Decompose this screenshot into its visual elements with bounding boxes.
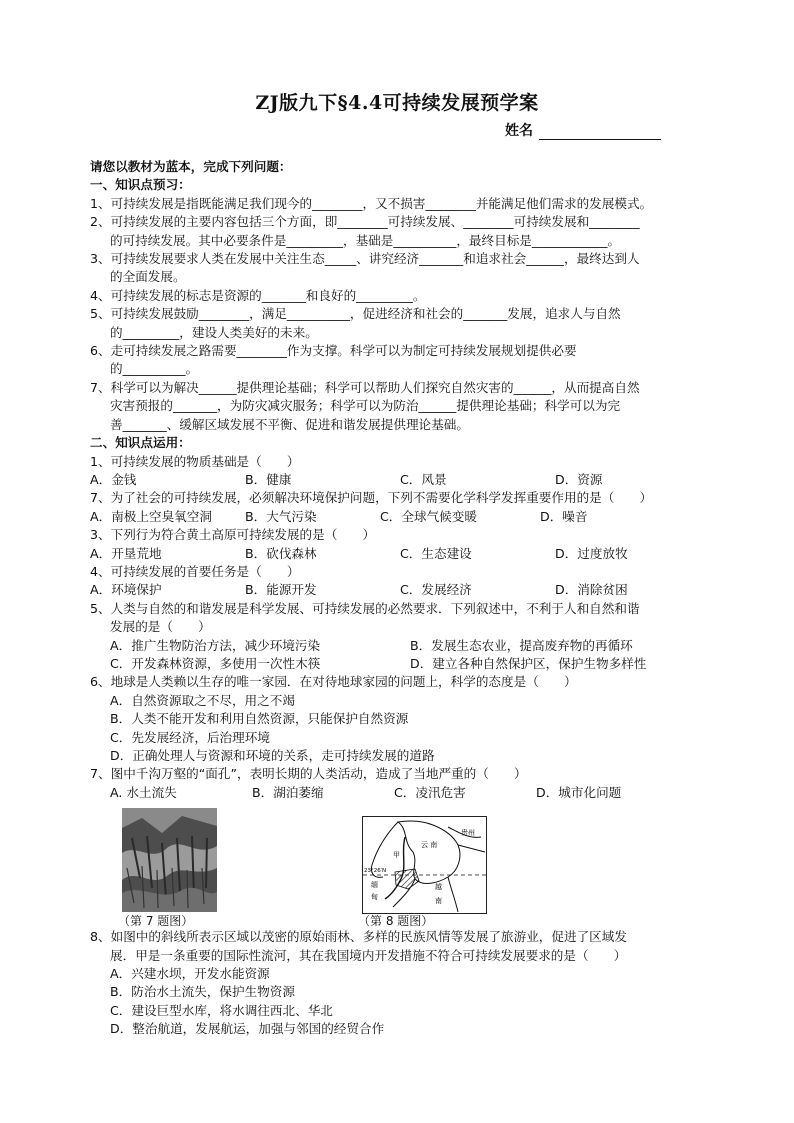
option[interactable]: A．南极上空臭氧空洞 <box>90 508 212 524</box>
gully-photo <box>122 808 217 912</box>
figure-8-caption: （第 8 题图） <box>358 914 434 929</box>
option[interactable]: C．风景 <box>400 471 447 487</box>
option[interactable]: C．凌汛危害 <box>394 784 466 800</box>
option[interactable]: D．噪音 <box>540 508 588 524</box>
option[interactable]: A. 水土流失 <box>110 784 177 800</box>
figures-row <box>90 802 710 928</box>
question-6-stem: 6、地球是人类赖以生存的唯一家园．在对待地球家园的问题上，科学的态度是（ ） <box>90 674 577 690</box>
preview-line: 的全面发展。 <box>110 269 186 285</box>
question-2-options <box>90 508 710 526</box>
preview-line: 善_______、缓解区域发展不平衡、促进和谐发展提供理论基础。 <box>110 416 469 432</box>
name-label: 姓名 <box>505 123 533 139</box>
worksheet-body <box>90 158 710 1039</box>
option[interactable]: C．建设巨型水库，将水调往西北、华北 <box>110 1002 333 1018</box>
question-5-stem: 5、人类与自然的和谐发展是科学发展、可持续发展的必然要求．下列叙述中，不利于人和自然和谐 <box>90 600 640 616</box>
question-7-options <box>90 784 710 802</box>
question-1-stem: 1、可持续发展的物质基础是（ ） <box>90 453 300 469</box>
option[interactable]: D．过度放牧 <box>555 545 628 561</box>
preview-line: 4、可持续发展的标志是资源的_______和良好的_________。 <box>90 287 426 303</box>
option[interactable]: D．整治航道，发展航运，加强与邻国的经贸合作 <box>110 1021 385 1037</box>
preview-line: 5、可持续发展鼓励________，满足__________，促进经济和社会的_______发展，追求人与自然 <box>90 306 621 322</box>
option[interactable]: A．开垦荒地 <box>90 545 162 561</box>
option[interactable]: B．人类不能开发和利用自然资源，只能保护自然资源 <box>110 711 409 727</box>
question-8-stem: 8、如图中的斜线所表示区域以茂密的原始雨林、多样的民族风情等发展了旅游业，促进了区域发 <box>90 929 627 945</box>
map-label-latitude: 23°26′N <box>364 868 387 875</box>
option[interactable]: D．正确处理人与资源和环境的关系，走可持续发展的道路 <box>110 748 435 763</box>
option[interactable]: B．发展生态农业，提高废弃物的再循环 <box>410 637 633 653</box>
map-label-dian: 甸 <box>371 893 378 902</box>
section-preview-heading: 一、知识点预习： <box>90 177 191 193</box>
option[interactable]: B．健康 <box>245 471 292 487</box>
option[interactable]: A．自然资源取之不尽，用之不竭 <box>110 692 295 708</box>
option[interactable]: A．兴建水坝，开发水能资源 <box>110 966 270 982</box>
option[interactable]: B．防治水土流失，保护生物资源 <box>110 984 295 1000</box>
option[interactable]: C．生态建设 <box>400 545 472 561</box>
section-practice-heading: 二、知识点运用： <box>90 435 191 451</box>
preview-line: 3、可持续发展要求人类在发展中关注生态_____、讲究经济_______和追求社会______，最终达到人 <box>90 251 640 267</box>
question-5-stem-cont: 发展的是（ ） <box>110 619 211 635</box>
option[interactable]: D．城市化问题 <box>536 784 622 800</box>
preview-line: 的可持续发展。其中必要条件是_________，基础是__________，最终目标是____________。 <box>110 232 621 248</box>
map-label-yunnan: 云 南 <box>421 841 438 850</box>
option[interactable]: B．大气污染 <box>245 508 317 524</box>
question-5-options <box>90 655 710 673</box>
question-1-options <box>90 471 710 489</box>
page-title: ZJ版九下§4.4可持续发展预学案 <box>255 92 539 114</box>
option[interactable]: A．环境保护 <box>90 582 162 598</box>
preview-line: 1、可持续发展是指既能满足我们现今的________，又不损害________并能满足他们需求的发展模式。 <box>90 195 653 211</box>
question-7-stem: 7、图中千沟万壑的“面孔”，表明长期的人类活动，造成了当地严重的（ ） <box>90 766 527 782</box>
option[interactable]: B．砍伐森林 <box>245 545 317 561</box>
name-blank[interactable] <box>539 125 661 140</box>
option[interactable]: B．湖泊萎缩 <box>252 784 324 800</box>
preview-line: 6、走可持续发展之路需要________作为支撑。科学可以为制定可持续发展规划提供必要 <box>90 343 577 359</box>
option[interactable]: D．消除贫困 <box>555 582 628 598</box>
preview-line: 7、科学可以为解决______提供理论基础；科学可以帮助人们探究自然灾害的______，从而提高自然 <box>90 379 640 395</box>
option[interactable]: B．能源开发 <box>245 582 317 598</box>
option[interactable]: C．全球气候变暖 <box>380 508 477 524</box>
preview-line: 的_________，建设人类美好的未来。 <box>110 324 318 340</box>
option[interactable]: A．推广生物防治方法，减少环境污染 <box>110 637 321 653</box>
map-label-mian: 缅 <box>371 881 378 890</box>
question-2-stem: 7、为了社会的可持续发展，必须解决环境保护问题，下列不需要化学科学发挥重要作用的是（ ） <box>90 490 653 506</box>
question-5-options <box>90 637 710 655</box>
map-label-nan: 南 <box>435 897 442 906</box>
map-label-jia: 甲 <box>393 851 400 860</box>
preview-line: 2、可持续发展的主要内容包括三个方面，即________可持续发展、________可持续发展和________ <box>90 214 640 230</box>
question-8-stem-cont: 展．甲是一条重要的国际性流河，其在我国境内开发措施不符合可持续发展要求的是（ ） <box>110 947 627 963</box>
yunnan-map <box>362 816 487 914</box>
map-label-guizhou: 贵州 <box>461 829 475 838</box>
preview-line: 的__________。 <box>110 361 199 377</box>
question-4-options <box>90 581 710 599</box>
intro-text: 请您以教材为蓝本，完成下列问题： <box>90 159 292 174</box>
question-3-options <box>90 545 710 563</box>
name-field <box>505 120 661 140</box>
option[interactable]: A．金钱 <box>90 471 137 487</box>
figure-7-caption: （第 7 题图） <box>118 914 194 929</box>
yunnan-map-graphic <box>363 817 486 913</box>
gully-photo-graphic <box>122 808 217 912</box>
map-label-yue: 越 <box>435 883 442 892</box>
question-4-stem: 4、可持续发展的首要任务是（ ） <box>90 563 300 579</box>
question-3-stem: 3、下列行为符合黄土高原可持续发展的是（ ） <box>90 527 376 543</box>
option[interactable]: C．发展经济 <box>400 582 472 598</box>
option[interactable]: C．开发森林资源，多使用一次性木筷 <box>110 655 321 671</box>
preview-line: 灾害预报的_______，为防灾减灾服务；科学可以为防治______提供理论基础；科学可以为完 <box>110 398 621 414</box>
option[interactable]: D．建立各种自然保护区，保护生物多样性 <box>410 655 647 671</box>
option[interactable]: D．资源 <box>555 471 603 487</box>
option[interactable]: C．先发展经济，后治理环境 <box>110 729 270 745</box>
